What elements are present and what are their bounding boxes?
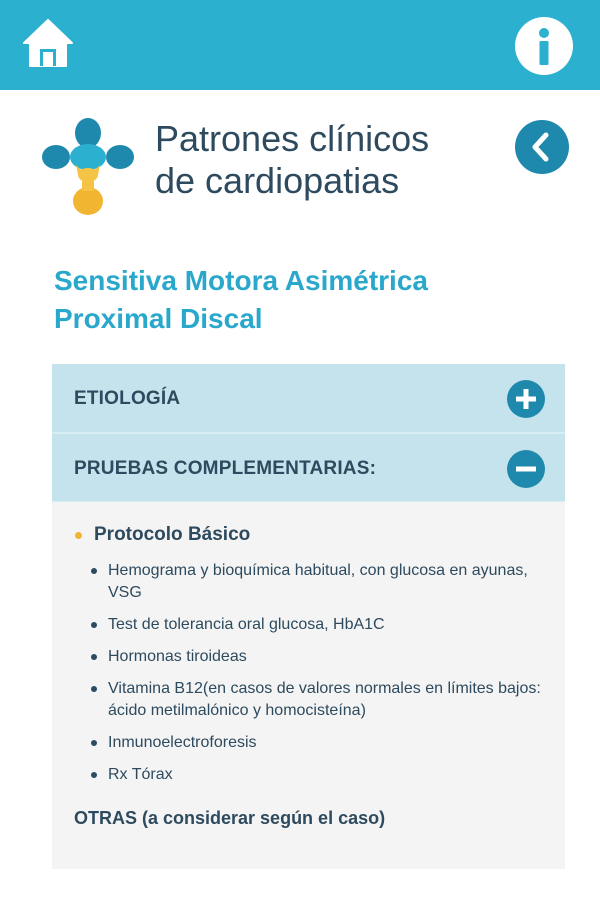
top-bar [0,0,600,90]
section-title-line2: Proximal Discal [54,303,263,334]
section-title-line1: Sensitiva Motora Asimétrica [54,265,428,296]
bullet-icon [91,740,97,746]
list-item-text: Rx Tórax [108,766,173,783]
other-tests-label: OTRAS (a considerar según el caso) [74,808,386,828]
bullet-icon [91,654,97,660]
info-button[interactable] [515,17,573,75]
accordion [52,364,565,869]
list-item-text: Vitamina B12(en casos de valores normales en límites bajos: ácido metilmalónico y homocisteína) [108,680,541,719]
bullet-icon [91,568,97,574]
app-title [155,118,495,202]
section-title [54,262,554,338]
app-title-line1: Patrones clínicos [155,118,430,159]
protocol-group-title: Protocolo Básico [94,524,251,545]
test-list [88,560,543,786]
accordion-body-pruebas [52,502,565,869]
app-title-line2: de cardiopatias [155,160,400,201]
list-item [88,678,543,722]
chevron-left-icon [515,120,569,174]
list-item [88,732,543,754]
list-item [88,646,543,668]
bullet-icon [91,772,97,778]
bullet-icon [91,622,97,628]
list-item-text: Hormonas tiroideas [108,648,247,665]
list-item [88,560,543,604]
list-item-text: Inmunoelectroforesis [108,734,257,751]
plus-circle-icon[interactable] [507,380,545,418]
list-item-text: Hemograma y bioquímica habitual, con glucosa en ayunas, VSG [108,562,528,601]
gold-bullet-icon [75,532,82,539]
bullet-icon [91,686,97,692]
app-logo [42,113,134,217]
info-icon [515,17,573,75]
accordion-header-pruebas[interactable] [52,433,565,502]
accordion-header-etiologia[interactable] [52,364,565,433]
accordion-label-etiologia: ETIOLOGÍA [74,388,181,409]
list-item [88,764,543,786]
list-item-text: Test de tolerancia oral glucosa, HbA1C [108,616,385,633]
back-button[interactable] [515,120,569,174]
minus-circle-icon[interactable] [507,450,545,488]
list-item [88,614,543,636]
accordion-label-pruebas: PRUEBAS COMPLEMENTARIAS: [74,458,377,479]
home-button[interactable] [20,16,76,72]
home-icon [20,16,76,72]
protocol-group [74,522,543,548]
